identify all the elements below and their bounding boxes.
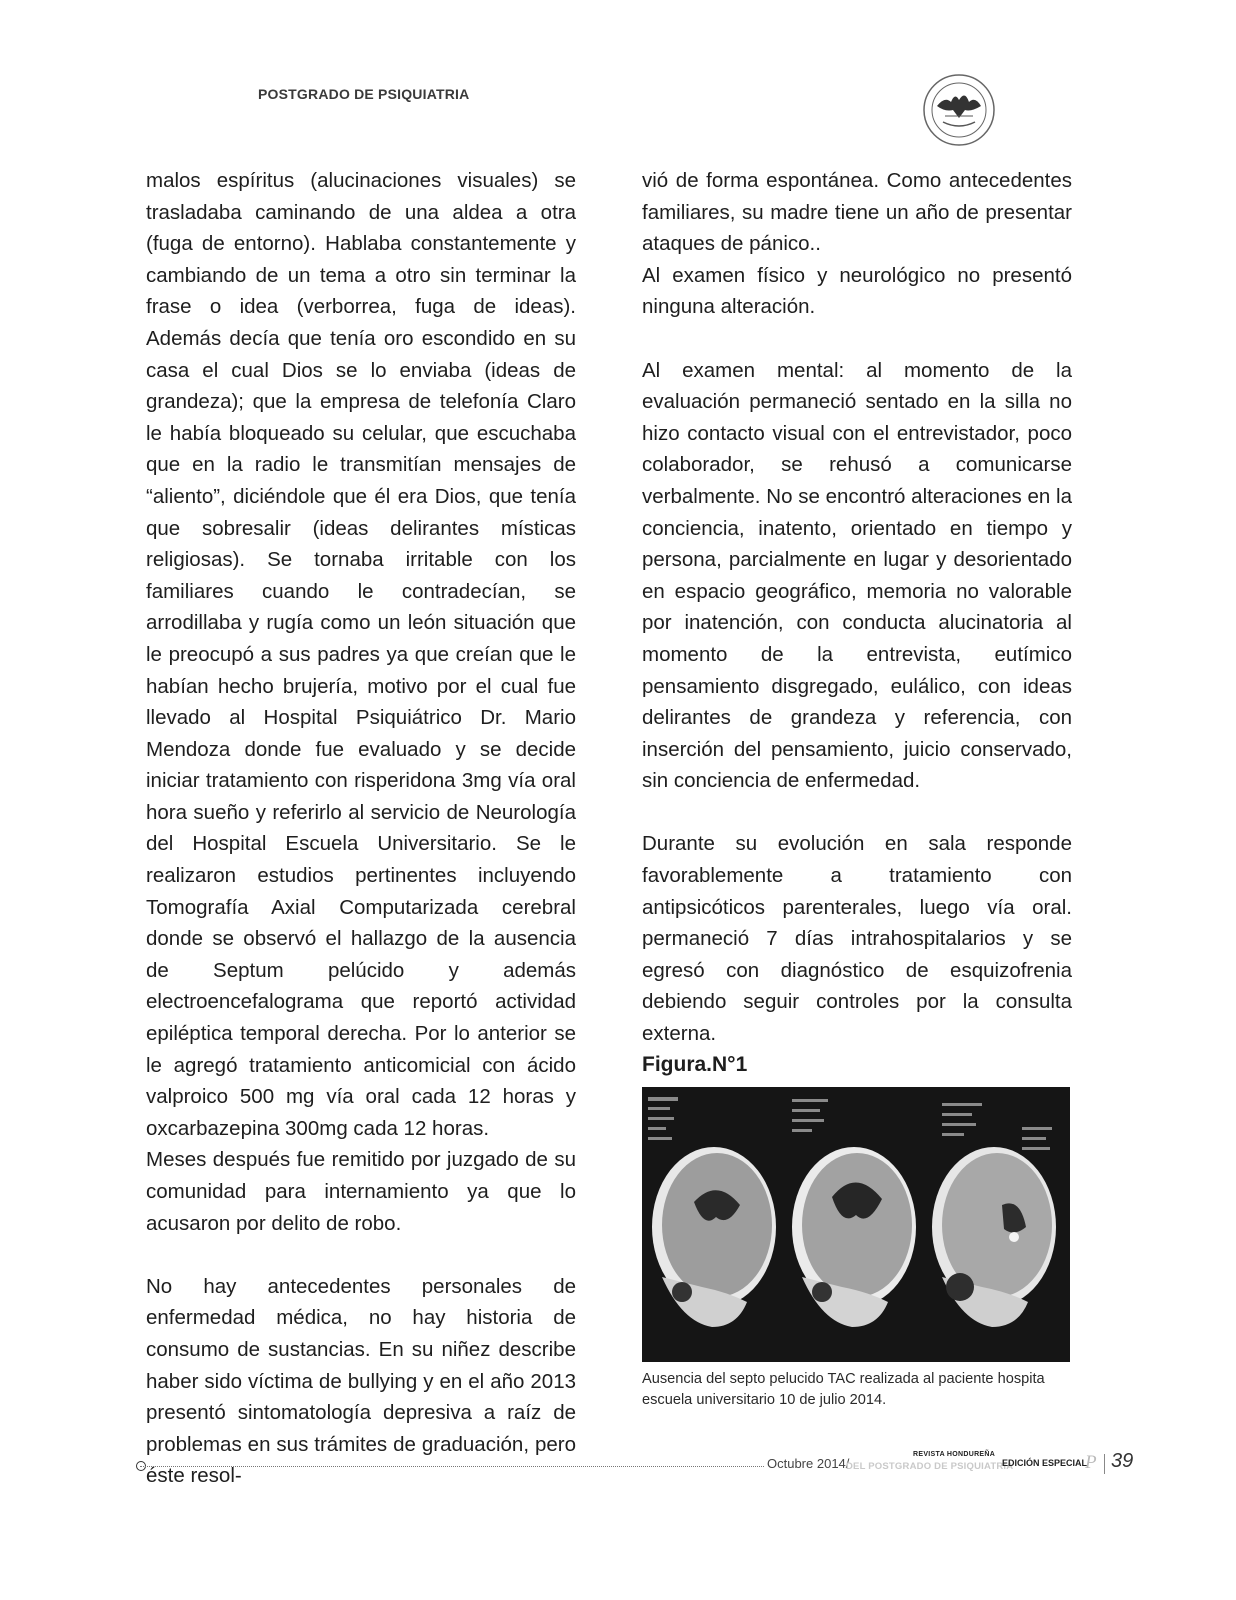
footer-date: Octubre 2014/ <box>767 1456 850 1471</box>
page-number: 39 <box>1111 1450 1134 1472</box>
paragraph: Al examen físico y neurológico no presentó ninguna alteración. <box>642 263 1072 319</box>
paragraph: Durante su evolución en sala responde favorablemente a tratamiento con antipsicóticos parenterales, luego vía oral. permaneció 7 días intrahospitalarios y se egresó con diagnóstico de esquizofrenia debiendo seguir controles por la consulta externa. <box>642 832 1072 1046</box>
institution-seal-icon <box>921 72 997 148</box>
running-header: POSTGRADO DE PSIQUIATRIA <box>258 86 470 102</box>
footer-journal-subtitle: DEL POSTGRADO DE PSIQUIATRIA <box>846 1461 1014 1472</box>
footer-edition: EDICIÓN ESPECIAL <box>1002 1458 1088 1468</box>
footer-journal-name: REVISTA HONDUREÑA <box>913 1451 996 1458</box>
paragraph: vió de forma espontánea. Como antecedentes familiares, su madre tiene un año de presentar ataques de pánico.. <box>642 169 1072 256</box>
paragraph: No hay antecedentes personales de enfermedad médica, no hay historia de consumo de sustancias. En su niñez describe haber sido víctima de bullying y en el año 2013 presentó sintomatología depresiva a raíz de problemas en sus trámites de graduación, pero éste resol- <box>146 1274 576 1488</box>
right-column <box>642 165 1072 1050</box>
footer-dotted-rule <box>140 1466 764 1467</box>
paragraph: Al examen mental: al momento de la evaluación permaneció sentado en la silla no hizo contacto visual con el entrevistador, poco colaborador, se rehusó a comunicarse verbalmente. No se encontró alteraciones en la conciencia, inatento, orientado en tiempo y persona, parcialmente en lugar y desorientado en espacio geográfico, memoria no valorable por inatención, con conducta alucinatoria al momento de la entrevista, eutímico pensamiento disgregado, eulálico, con ideas delirantes de grandeza y referencia, con inserción del pensamiento, juicio conservado, sin conciencia de enfermedad. <box>642 358 1072 793</box>
left-column <box>146 165 576 1492</box>
paragraph: malos espíritus (alucinaciones visuales) se trasladaba caminando de una aldea a otra (fuga de entorno). Hablaba constantemente y cambiando de un tema a otro sin terminar la frase o idea (verborrea, fuga de ideas). Además decía que tenía oro escondido en su casa el cual Dios se lo enviaba (ideas de grandeza); que la empresa de telefonía Claro le había bloqueado su celular, que escuchaba que en la radio le transmitían mensajes de “aliento”, diciéndole que él era Dios, que tenía que sobresalir (ideas delirantes místicas religiosas). Se tornaba irritable con los familiares cuando le contradecían, se arrodillaba y rugía como un león situación que le preocupó a sus padres ya que creían que le habían hecho brujería, motivo por el cual fue llevado al Hospital Psiquiátrico Dr. Mario Mendoza donde fue evaluado y se decide iniciar tratamiento con risperidona 3mg vía oral hora sueño y referirlo al servicio de Neurología del Hospital Escuela Universitario. Se le realizaron estudios pertinentes incluyendo Tomografía Axial Computarizada cerebral donde se observó el hallazgo de la ausencia de Septum pelúcido y además electroencefalograma que reportó actividad epiléptica temporal derecha. Por lo anterior se le agregó tratamiento anticomicial con ácido valproico 500 mg vía oral cada 12 horas y oxcarbazepina 300mg cada 12 horas. <box>146 169 576 1140</box>
figure-caption: Ausencia del septo pelucido TAC realizada al paciente hospita escuela universitario 10 de julio 2014. <box>642 1371 1045 1408</box>
paragraph: Meses después fue remitido por juzgado de su comunidad para internamiento ya que lo acusaron por delito de robo. <box>146 1148 576 1235</box>
footer-p-mark: P <box>1085 1452 1097 1473</box>
ct-scan-image <box>642 1087 1070 1362</box>
figure-label: Figura.N°1 <box>642 1053 748 1076</box>
footer-separator <box>1104 1454 1105 1474</box>
